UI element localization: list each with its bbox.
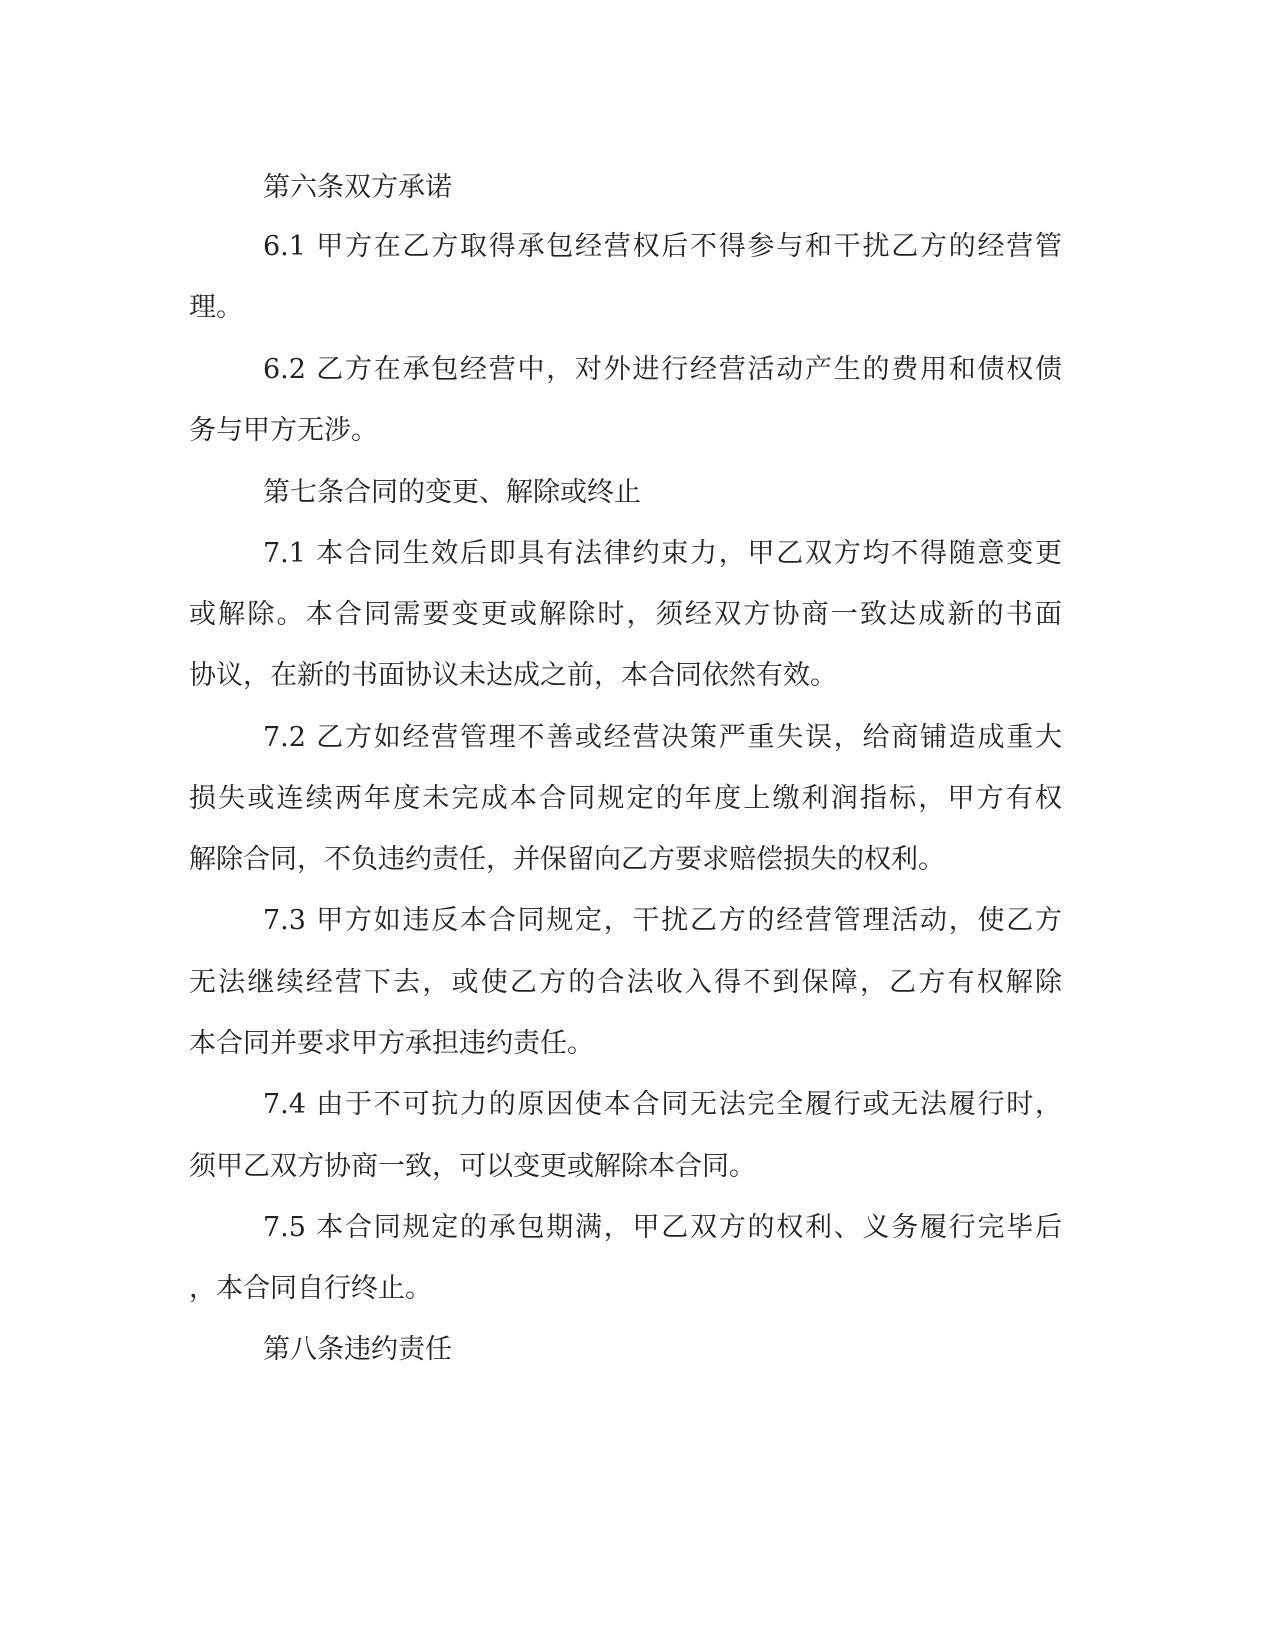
section-heading-article-8: 第八条违约责任 [263, 1334, 452, 1365]
paragraph-line: 本合同并要求甲方承担违约责任。 [189, 1028, 594, 1059]
paragraph-line: 损失或连续两年度未完成本合同规定的年度上缴利润指标，甲方有权 [189, 783, 1062, 814]
paragraph-line: 务与甲方无涉。 [189, 415, 378, 446]
paragraph-line: 或解除。本合同需要变更或解除时，须经双方协商一致达成新的书面 [189, 599, 1062, 630]
section-heading-article-6: 第六条双方承诺 [263, 172, 452, 203]
paragraph-line: 协议，在新的书面协议未达成之前，本合同依然有效。 [189, 660, 837, 691]
paragraph-line: 解除合同，不负违约责任，并保留向乙方要求赔偿损失的权利。 [189, 844, 945, 875]
paragraph-line: 6.1 甲方在乙方取得承包经营权后不得参与和干扰乙方的经营管 [263, 231, 1062, 262]
paragraph-line: 理。 [189, 292, 243, 323]
paragraph-line: 6.2 乙方在承包经营中，对外进行经营活动产生的费用和债权债 [263, 354, 1062, 385]
paragraph-line: 7.3 甲方如违反本合同规定，干扰乙方的经营管理活动，使乙方 [263, 905, 1062, 936]
paragraph-line: 7.2 乙方如经营管理不善或经营决策严重失误，给商铺造成重大 [263, 722, 1062, 753]
paragraph-line: 7.4 由于不可抗力的原因使本合同无法完全履行或无法履行时， [263, 1089, 1062, 1120]
paragraph-line: ，本合同自行终止。 [189, 1273, 432, 1304]
paragraph-line: 7.5 本合同规定的承包期满，甲乙双方的权利、义务履行完毕后 [263, 1212, 1062, 1243]
paragraph-line: 须甲乙双方协商一致，可以变更或解除本合同。 [189, 1151, 756, 1182]
paragraph-line: 7.1 本合同生效后即具有法律约束力，甲乙双方均不得随意变更 [263, 538, 1062, 569]
paragraph-line: 无法继续经营下去，或使乙方的合法收入得不到保障，乙方有权解除 [189, 967, 1062, 998]
section-heading-article-7: 第七条合同的变更、解除或终止 [263, 477, 641, 508]
